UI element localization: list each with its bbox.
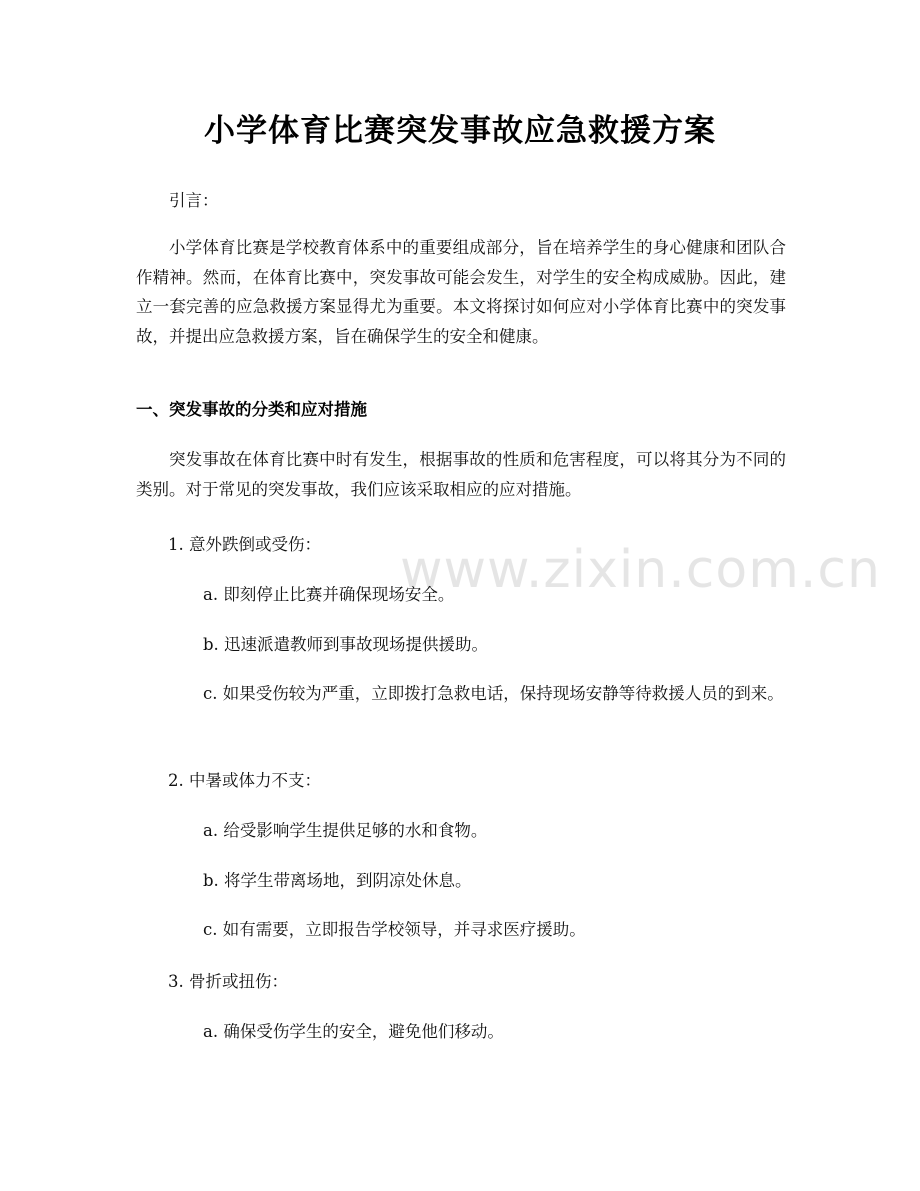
section-heading: 一、突发事故的分类和应对措施 bbox=[136, 400, 367, 419]
case-step: c. 如果受伤较为严重，立即拨打急救电话，保持现场安静等待救援人员的到来。 bbox=[203, 684, 784, 703]
case-title: 3. 骨折或扭伤： bbox=[168, 972, 288, 991]
section-paragraph: 突发事故在体育比赛中时有发生，根据事故的性质和危害程度，可以将其分为不同的类别。对于常见的突发事故，我们应该采取相应的应对措施。 bbox=[136, 450, 786, 499]
case-step: a. 确保受伤学生的安全，避免他们移动。 bbox=[203, 1022, 504, 1041]
case-title: 2. 中暑或体力不支： bbox=[168, 771, 321, 790]
intro-label: 引言： bbox=[169, 191, 219, 210]
case-step: c. 如有需要，立即报告学校领导，并寻求医疗援助。 bbox=[203, 920, 586, 939]
case-step: b. 迅速派遣教师到事故现场提供援助。 bbox=[203, 635, 489, 654]
case-step: b. 将学生带离场地，到阴凉处休息。 bbox=[203, 871, 472, 890]
intro-paragraph: 小学体育比赛是学校教育体系中的重要组成部分，旨在培养学生的身心健康和团队合作精神。然而，在体育比赛中，突发事故可能会发生，对学生的安全构成威胁。因此，建立一套完善的应急救援方案显得尤为重要。本文将探讨如何应对小学体育比赛中的突发事故，并提出应急救援方案，旨在确保学生的安全和健康。 bbox=[136, 238, 786, 346]
page-title: 小学体育比赛突发事故应急救援方案 bbox=[204, 113, 716, 149]
watermark: www.zixin.com.cn bbox=[400, 540, 881, 600]
case-title: 1. 意外跌倒或受伤： bbox=[168, 535, 321, 554]
case-step: a. 给受影响学生提供足够的水和食物。 bbox=[203, 821, 488, 840]
case-step: a. 即刻停止比赛并确保现场安全。 bbox=[203, 585, 455, 604]
